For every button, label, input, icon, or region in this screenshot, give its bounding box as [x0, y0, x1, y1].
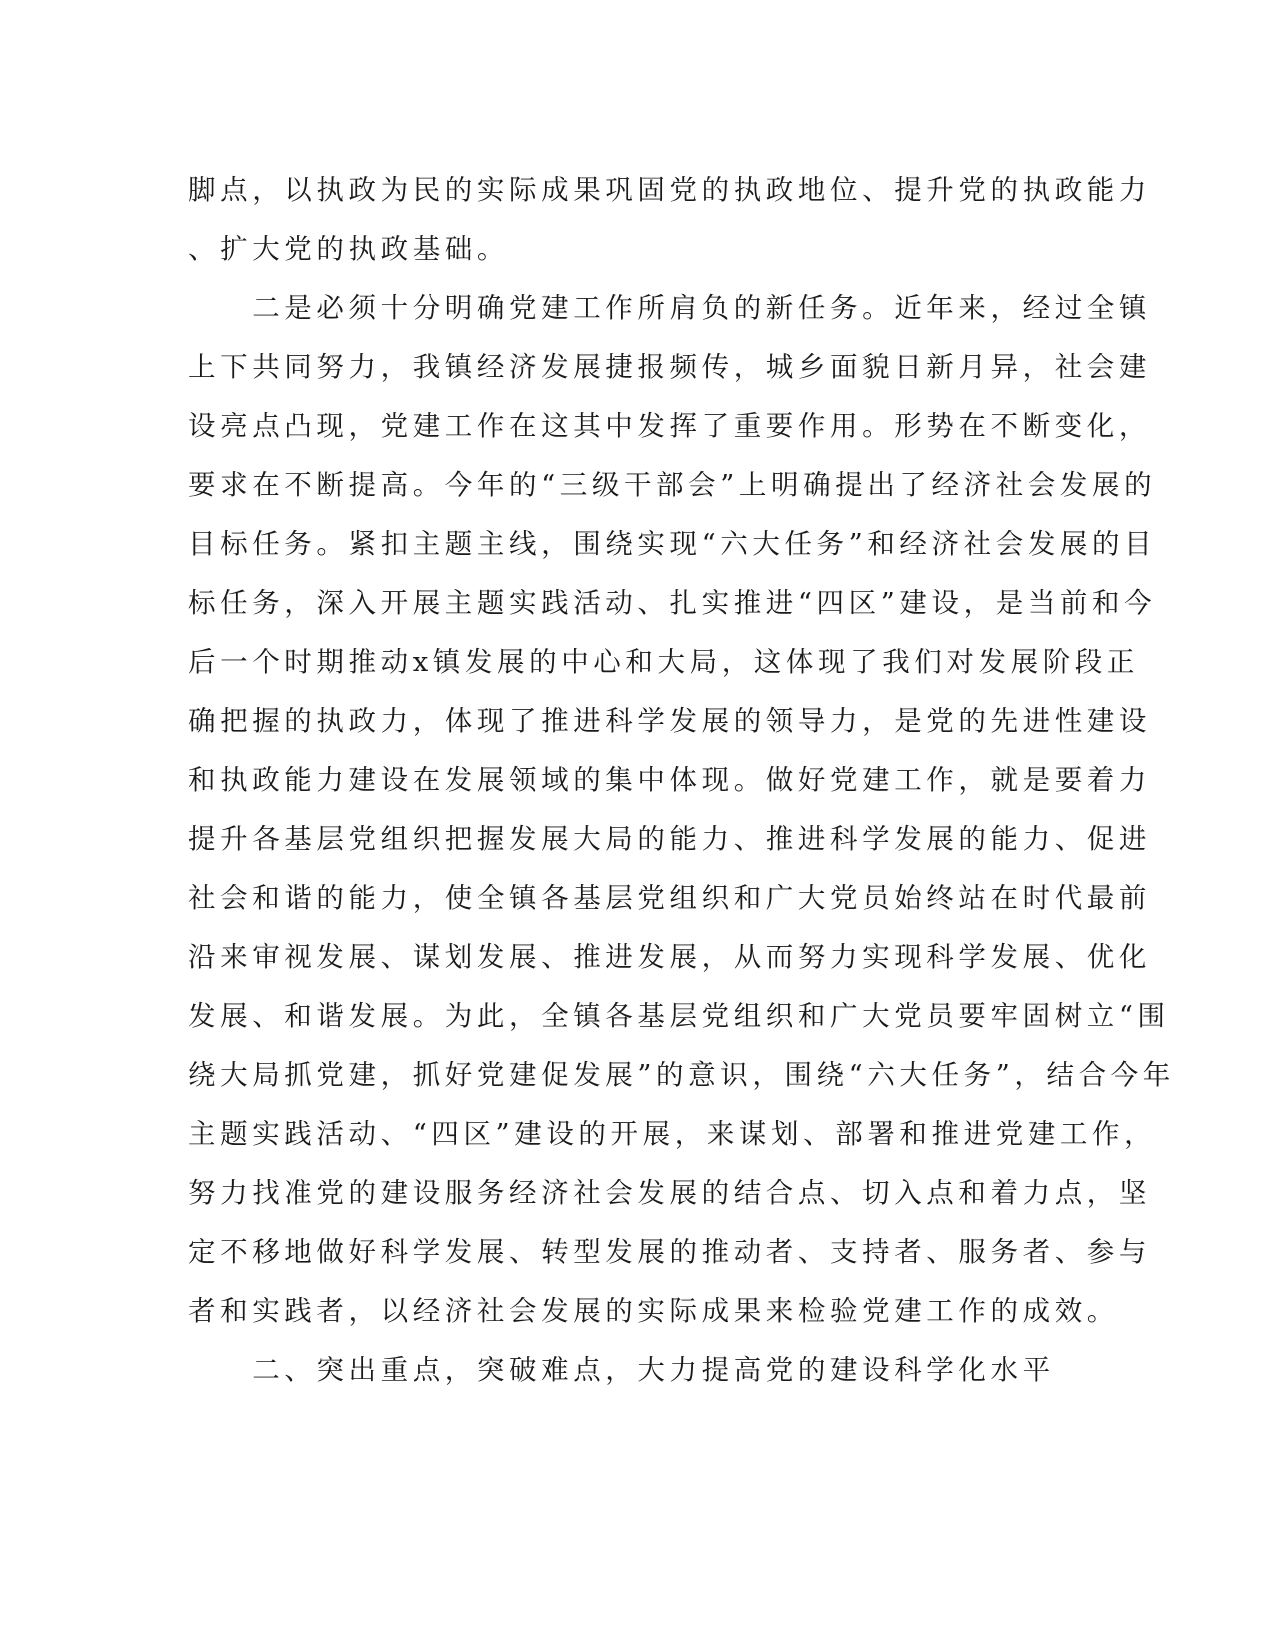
text-line: 绕大局抓党建，抓好党建促发展”的意识，围绕“六大任务”，结合今年 [188, 1059, 1175, 1091]
text-line: 目标任务。紧扣主题主线，围绕实现“六大任务”和经济社会发展的目 [188, 528, 1157, 560]
text-line: 发展、和谐发展。为此，全镇各基层党组织和广大党员要牢固树立“围 [188, 1000, 1170, 1032]
text-line: 定不移地做好科学发展、转型发展的推动者、支持者、服务者、参与 [188, 1236, 1151, 1268]
body-text [188, 161, 1175, 1400]
text-line: 上下共同努力，我镇经济发展捷报频传，城乡面貌日新月异，社会建 [188, 351, 1151, 383]
text-line: 和执政能力建设在发展领域的集中体现。做好党建工作，就是要着力 [188, 764, 1151, 796]
text-line: 主题实践活动、“四区”建设的开展，来谋划、部署和推进党建工作， [188, 1118, 1157, 1150]
text-line: 后一个时期推动x镇发展的中心和大局，这体现了我们对发展阶段正 [188, 646, 1140, 678]
text-line: 、扩大党的执政基础。 [188, 233, 509, 265]
text-line: 设亮点凸现，党建工作在这其中发挥了重要作用。形势在不断变化， [188, 410, 1151, 442]
paragraph-start-line: 二是必须十分明确党建工作所肩负的新任务。近年来，经过全镇 [188, 292, 1151, 324]
text-line: 脚点，以执政为民的实际成果巩固党的执政地位、提升党的执政能力 [188, 174, 1151, 206]
text-line: 确把握的执政力，体现了推进科学发展的领导力，是党的先进性建设 [188, 705, 1151, 737]
text-line: 要求在不断提高。今年的“三级干部会”上明确提出了经济社会发展的 [188, 469, 1157, 501]
text-line: 努力找准党的建设服务经济社会发展的结合点、切入点和着力点，坚 [188, 1177, 1151, 1209]
text-line: 提升各基层党组织把握发展大局的能力、推进科学发展的能力、促进 [188, 823, 1151, 855]
section-heading: 二、突出重点，突破难点，大力提高党的建设科学化水平 [188, 1354, 1055, 1386]
text-line: 沿来审视发展、谋划发展、推进发展，从而努力实现科学发展、优化 [188, 941, 1151, 973]
text-line: 社会和谐的能力，使全镇各基层党组织和广大党员始终站在时代最前 [188, 882, 1151, 914]
text-line: 者和实践者，以经济社会发展的实际成果来检验党建工作的成效。 [188, 1295, 1119, 1327]
text-line: 标任务，深入开展主题实践活动、扎实推进“四区”建设，是当前和今 [188, 587, 1157, 619]
